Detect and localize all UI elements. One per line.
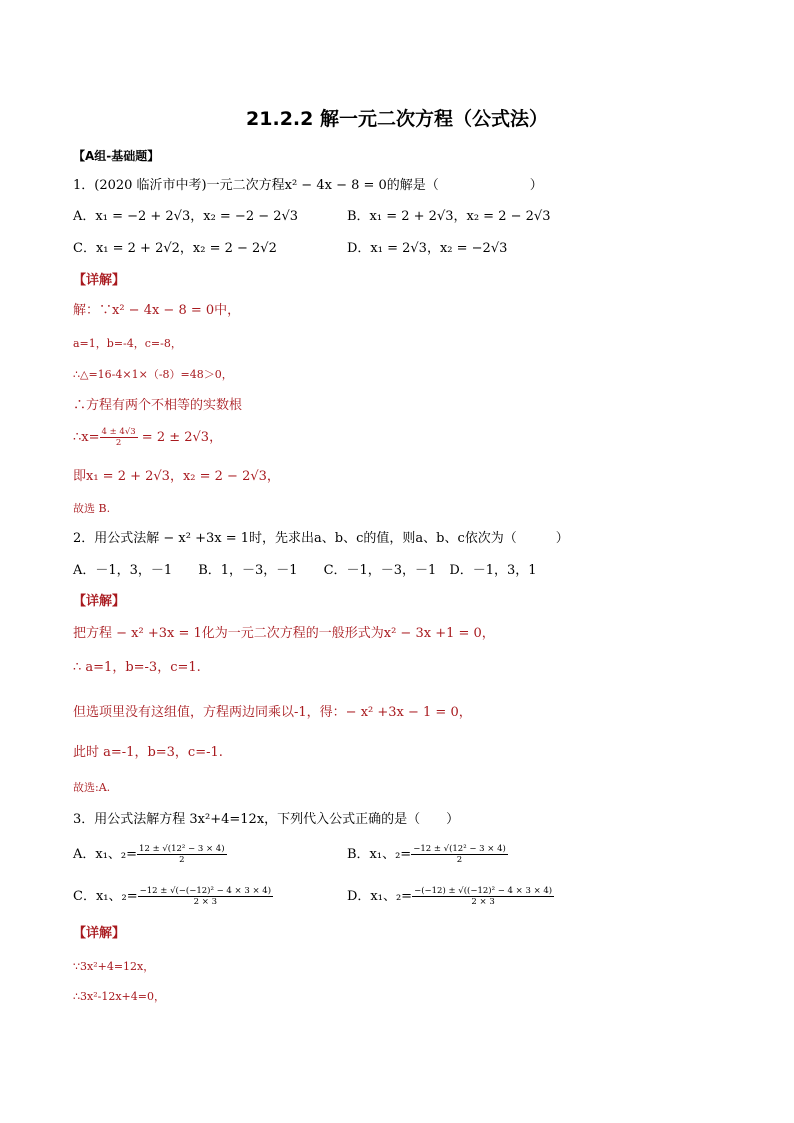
q3-option-b-denominator: 2 xyxy=(456,855,463,865)
q3-stem: 3．用公式法解方程 3x²+4=12x，下列代入公式正确的是（ ） xyxy=(73,812,460,827)
q1-x-prefix: ∴x= xyxy=(73,430,100,445)
q1-solution-end: 故选 B. xyxy=(73,502,111,515)
q1-solution-line: a=1，b=-4，c=-8， xyxy=(73,337,182,350)
q2-stem: 2．用公式法解 − x² +3x = 1时，先求出a、b、c的值，则a、b、c依次为（ ） xyxy=(73,531,569,546)
q3-option-c-denominator: 2 × 3 xyxy=(193,897,217,907)
q3-option-c-numerator: −12 ± √(−(−12)² − 4 × 3 × 4) xyxy=(139,886,272,896)
q3-detail-label: 【详解】 xyxy=(73,926,126,941)
q3-option-d-fraction xyxy=(412,886,554,907)
q1-option-b: B．x₁ = 2 + 2√3，x₂ = 2 − 2√3 xyxy=(347,209,551,224)
q3-option-a xyxy=(73,842,227,868)
q1-fraction xyxy=(100,427,138,448)
q3-option-a-prefix: A．x₁、₂= xyxy=(73,847,138,862)
section-heading: 【A组-基础题】 xyxy=(73,149,160,163)
q3-solution-line: ∴3x²-12x+4=0， xyxy=(73,990,165,1003)
q1-solution-fraction-line xyxy=(73,425,222,451)
q1-fraction-denominator: 2 xyxy=(115,438,122,448)
q1-option-c: C．x₁ = 2 + 2√2，x₂ = 2 − 2√2 xyxy=(73,241,277,256)
q3-option-d-prefix: D．x₁、₂= xyxy=(347,889,413,904)
q2-solution-line: ∴ a=1，b=-3，c=1. xyxy=(73,660,201,675)
q2-detail-label: 【详解】 xyxy=(73,594,126,609)
q3-option-d-denominator: 2 × 3 xyxy=(471,897,495,907)
q1-fraction-numerator: 4 ± 4√3 xyxy=(101,427,136,437)
q2-options: A．－1，3，－1 B．1，－3，－1 C．－1，－3，－1 D．－1，3，1 xyxy=(73,563,537,578)
q3-option-c xyxy=(73,884,273,910)
q1-option-d: D．x₁ = 2√3，x₂ = −2√3 xyxy=(347,241,508,256)
q3-option-d xyxy=(347,884,554,910)
q1-solution-line: ∴方程有两个不相等的实数根 xyxy=(73,398,243,413)
q1-x-suffix: = 2 ± 2√3， xyxy=(137,430,223,445)
q2-solution-line: 把方程 − x² +3x = 1化为一元二次方程的一般形式为x² − 3x +1 = 0， xyxy=(73,626,495,641)
q3-option-b-fraction xyxy=(411,844,508,865)
q3-option-d-numerator: −(−12) ± √((−12)² − 4 × 3 × 4) xyxy=(414,886,553,896)
q3-option-a-fraction xyxy=(137,844,226,865)
q1-detail-label: 【详解】 xyxy=(73,273,126,288)
q3-option-c-fraction xyxy=(138,886,273,907)
q1-option-a: A．x₁ = −2 + 2√3，x₂ = −2 − 2√3 xyxy=(73,209,299,224)
q1-solution-line: 即x₁ = 2 + 2√3，x₂ = 2 − 2√3， xyxy=(73,469,280,484)
q3-option-a-denominator: 2 xyxy=(179,855,185,865)
q3-solution-line: ∵3x²+4=12x， xyxy=(73,960,155,973)
q2-solution-line: 此时 a=-1，b=3，c=-1. xyxy=(73,745,223,760)
q3-option-a-numerator: 12 ± √(12² − 3 × 4) xyxy=(139,844,225,854)
page-title: 21.2.2 解一元二次方程（公式法） xyxy=(246,108,548,130)
q3-option-b-prefix: B．x₁、₂= xyxy=(347,847,412,862)
q2-solution-end: 故选:A. xyxy=(73,781,111,794)
q3-option-b-numerator: −12 ± √(12² − 3 × 4) xyxy=(413,844,506,854)
q1-solution-line: 解：∵x² − 4x − 8 = 0中， xyxy=(73,303,241,318)
q1-solution-line: ∴△=16-4×1×（-8）=48＞0， xyxy=(73,368,233,381)
q3-option-b xyxy=(347,842,508,868)
q1-stem: 1．(2020 临沂市中考)一元二次方程x² − 4x − 8 = 0的解是（ ） xyxy=(73,178,543,193)
q2-solution-line: 但选项里没有这组值，方程两边同乘以-1，得：− x² +3x − 1 = 0， xyxy=(73,705,472,720)
q3-option-c-prefix: C．x₁、₂= xyxy=(73,889,138,904)
